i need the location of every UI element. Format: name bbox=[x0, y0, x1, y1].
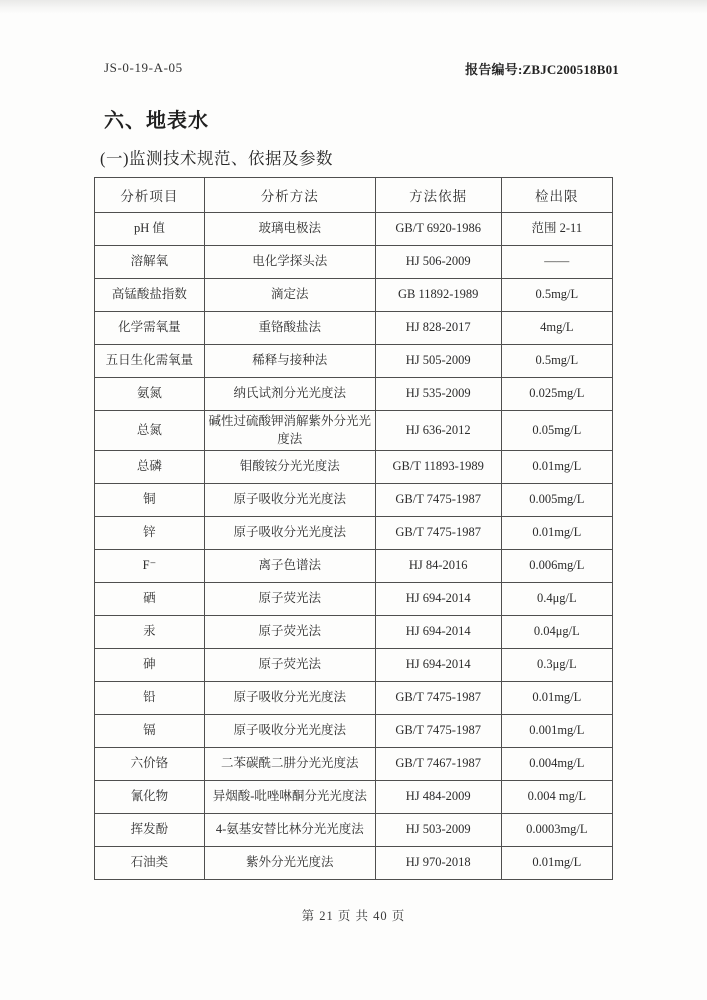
cell-standard: HJ 506-2009 bbox=[375, 246, 501, 279]
table-row bbox=[95, 213, 613, 246]
cell-detection-limit: 0.01mg/L bbox=[501, 682, 612, 715]
cell-detection-limit: 0.01mg/L bbox=[501, 517, 612, 550]
table-row bbox=[95, 748, 613, 781]
document-code: JS-0-19-A-05 bbox=[104, 60, 183, 75]
cell-detection-limit: 0.006mg/L bbox=[501, 550, 612, 583]
table-row bbox=[95, 451, 613, 484]
cell-method: 原子吸收分光光度法 bbox=[204, 682, 375, 715]
cell-detection-limit: 0.4μg/L bbox=[501, 583, 612, 616]
cell-standard: GB/T 7475-1987 bbox=[375, 484, 501, 517]
cell-detection-limit: 0.0003mg/L bbox=[501, 814, 612, 847]
cell-method: 二苯碳酰二肼分光光度法 bbox=[204, 748, 375, 781]
cell-item: 总磷 bbox=[95, 451, 205, 484]
cell-standard: GB/T 7475-1987 bbox=[375, 715, 501, 748]
cell-detection-limit: —— bbox=[501, 246, 612, 279]
monitoring-parameters-table bbox=[94, 177, 613, 880]
table-body bbox=[95, 213, 613, 880]
cell-detection-limit: 0.5mg/L bbox=[501, 279, 612, 312]
cell-standard: HJ 694-2014 bbox=[375, 583, 501, 616]
cell-item: 化学需氧量 bbox=[95, 312, 205, 345]
cell-method: 原子吸收分光光度法 bbox=[204, 517, 375, 550]
cell-method: 玻璃电极法 bbox=[204, 213, 375, 246]
cell-item: 镉 bbox=[95, 715, 205, 748]
cell-method: 原子荧光法 bbox=[204, 583, 375, 616]
cell-standard: GB/T 6920-1986 bbox=[375, 213, 501, 246]
cell-standard: HJ 535-2009 bbox=[375, 378, 501, 411]
cell-item: 硒 bbox=[95, 583, 205, 616]
cell-detection-limit: 0.5mg/L bbox=[501, 345, 612, 378]
cell-standard: GB/T 7467-1987 bbox=[375, 748, 501, 781]
table-row bbox=[95, 345, 613, 378]
cell-item: 铅 bbox=[95, 682, 205, 715]
cell-method: 异烟酸-吡唑啉酮分光光度法 bbox=[204, 781, 375, 814]
table-row bbox=[95, 649, 613, 682]
col-header-method: 分析方法 bbox=[204, 178, 375, 213]
cell-standard: HJ 503-2009 bbox=[375, 814, 501, 847]
cell-detection-limit: 0.005mg/L bbox=[501, 484, 612, 517]
cell-item: 五日生化需氧量 bbox=[95, 345, 205, 378]
cell-item: 溶解氧 bbox=[95, 246, 205, 279]
cell-method: 原子荧光法 bbox=[204, 616, 375, 649]
cell-detection-limit: 0.01mg/L bbox=[501, 451, 612, 484]
cell-item: 挥发酚 bbox=[95, 814, 205, 847]
section-title: 六、地表水 bbox=[104, 110, 209, 132]
page-number-footer: 第 21 页 共 40 页 bbox=[301, 909, 406, 923]
cell-standard: HJ 694-2014 bbox=[375, 649, 501, 682]
cell-item: 锌 bbox=[95, 517, 205, 550]
table-row bbox=[95, 781, 613, 814]
cell-standard: HJ 970-2018 bbox=[375, 847, 501, 880]
cell-method: 纳氏试剂分光光度法 bbox=[204, 378, 375, 411]
table-row bbox=[95, 814, 613, 847]
cell-detection-limit: 0.01mg/L bbox=[501, 847, 612, 880]
cell-detection-limit: 0.05mg/L bbox=[501, 411, 612, 451]
table-row bbox=[95, 616, 613, 649]
cell-item: F⁻ bbox=[95, 550, 205, 583]
table-row bbox=[95, 517, 613, 550]
cell-standard: HJ 505-2009 bbox=[375, 345, 501, 378]
report-number: 报告编号:ZBJC200518B01 bbox=[465, 62, 619, 77]
col-header-detection-limit: 检出限 bbox=[501, 178, 612, 213]
cell-item: pH 值 bbox=[95, 213, 205, 246]
cell-method: 原子荧光法 bbox=[204, 649, 375, 682]
table-row bbox=[95, 378, 613, 411]
table-row bbox=[95, 246, 613, 279]
table-row bbox=[95, 411, 613, 451]
scan-top-edge bbox=[0, 0, 707, 14]
cell-detection-limit: 0.3μg/L bbox=[501, 649, 612, 682]
cell-standard: HJ 484-2009 bbox=[375, 781, 501, 814]
cell-standard: HJ 636-2012 bbox=[375, 411, 501, 451]
cell-item: 铜 bbox=[95, 484, 205, 517]
cell-method: 稀释与接种法 bbox=[204, 345, 375, 378]
col-header-item: 分析项目 bbox=[95, 178, 205, 213]
table-row bbox=[95, 583, 613, 616]
cell-item: 氨氮 bbox=[95, 378, 205, 411]
cell-method: 滴定法 bbox=[204, 279, 375, 312]
cell-standard: GB/T 11893-1989 bbox=[375, 451, 501, 484]
cell-standard: GB/T 7475-1987 bbox=[375, 682, 501, 715]
cell-method: 钼酸铵分光光度法 bbox=[204, 451, 375, 484]
cell-standard: HJ 694-2014 bbox=[375, 616, 501, 649]
cell-detection-limit: 范围 2-11 bbox=[501, 213, 612, 246]
cell-item: 六价铬 bbox=[95, 748, 205, 781]
subsection-title: (一)监测技术规范、依据及参数 bbox=[100, 149, 333, 168]
table-row bbox=[95, 484, 613, 517]
cell-item: 氰化物 bbox=[95, 781, 205, 814]
cell-item: 汞 bbox=[95, 616, 205, 649]
table-row bbox=[95, 279, 613, 312]
cell-item: 高锰酸盐指数 bbox=[95, 279, 205, 312]
cell-method: 碱性过硫酸钾消解紫外分光光度法 bbox=[204, 411, 375, 451]
cell-standard: GB 11892-1989 bbox=[375, 279, 501, 312]
cell-method: 紫外分光光度法 bbox=[204, 847, 375, 880]
cell-detection-limit: 0.04μg/L bbox=[501, 616, 612, 649]
cell-detection-limit: 4mg/L bbox=[501, 312, 612, 345]
cell-detection-limit: 0.004 mg/L bbox=[501, 781, 612, 814]
cell-method: 重铬酸盐法 bbox=[204, 312, 375, 345]
cell-method: 原子吸收分光光度法 bbox=[204, 715, 375, 748]
cell-item: 石油类 bbox=[95, 847, 205, 880]
table-row bbox=[95, 550, 613, 583]
col-header-standard: 方法依据 bbox=[375, 178, 501, 213]
cell-standard: GB/T 7475-1987 bbox=[375, 517, 501, 550]
cell-item: 总氮 bbox=[95, 411, 205, 451]
cell-method: 电化学探头法 bbox=[204, 246, 375, 279]
cell-method: 原子吸收分光光度法 bbox=[204, 484, 375, 517]
table-row bbox=[95, 847, 613, 880]
cell-standard: HJ 84-2016 bbox=[375, 550, 501, 583]
cell-standard: HJ 828-2017 bbox=[375, 312, 501, 345]
cell-method: 4-氨基安替比林分光光度法 bbox=[204, 814, 375, 847]
cell-detection-limit: 0.001mg/L bbox=[501, 715, 612, 748]
cell-item: 砷 bbox=[95, 649, 205, 682]
table-row bbox=[95, 312, 613, 345]
table-header bbox=[95, 178, 613, 213]
cell-detection-limit: 0.025mg/L bbox=[501, 378, 612, 411]
cell-detection-limit: 0.004mg/L bbox=[501, 748, 612, 781]
table-row bbox=[95, 682, 613, 715]
header-row bbox=[95, 178, 613, 213]
table-row bbox=[95, 715, 613, 748]
cell-method: 离子色谱法 bbox=[204, 550, 375, 583]
